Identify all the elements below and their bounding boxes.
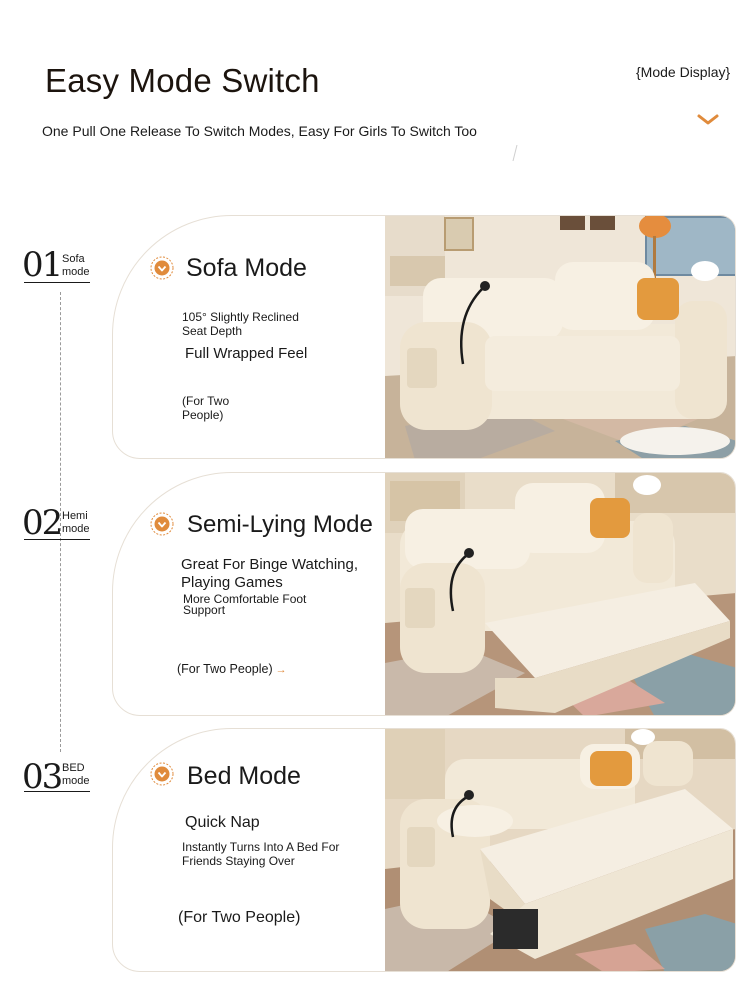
feature-text: Great For Binge Watching, Playing Games [181, 556, 359, 591]
step-underline [24, 539, 90, 540]
step-label-line2: mode [62, 775, 90, 787]
step-label-line2: mode [62, 266, 90, 278]
step-underline [24, 282, 90, 283]
capacity-text: (For Two People) [178, 909, 301, 926]
capacity-label: (For Two People) [177, 662, 273, 676]
heart-badge-icon [150, 256, 174, 280]
step-number: 02 [22, 503, 62, 543]
mode-card-sofa [112, 215, 736, 459]
feature-text: Instantly Turns Into A Bed For Friends Staying Over [182, 840, 340, 868]
bed-mode-photo [385, 729, 736, 972]
mode-title: Sofa Mode [186, 254, 307, 282]
chevron-down-icon[interactable] [697, 113, 719, 127]
heart-badge-icon [150, 512, 174, 536]
step-label [62, 762, 90, 788]
step-label-line1: BED [62, 762, 85, 774]
feature-text: Quick Nap [185, 814, 260, 831]
arrow-right-icon: → [275, 664, 287, 676]
mode-title: Semi-Lying Mode [187, 511, 373, 538]
step-label [62, 510, 90, 536]
feature-text: Full Wrapped Feel [185, 345, 308, 362]
step-label-line1: Sofa [62, 253, 85, 265]
page-subtitle: One Pull One Release To Switch Modes, Easy For Girls To Switch Too [42, 123, 477, 139]
sofa-mode-photo [385, 216, 736, 459]
step-number: 03 [22, 757, 62, 797]
page-title: Easy Mode Switch [45, 62, 320, 99]
step-number: 01 [22, 245, 62, 285]
mode-card-semi-lying [112, 472, 736, 716]
capacity-text [177, 662, 287, 677]
step-label-line2: mode [62, 523, 90, 535]
mode-card-bed [112, 728, 736, 972]
mode-display-label: {Mode Display} [636, 64, 731, 80]
semi-lying-mode-photo [385, 473, 736, 716]
step-underline [24, 791, 90, 792]
step-label-line1: Hemi [62, 510, 88, 522]
step-label [62, 253, 90, 279]
feature-text: 105° Slightly Reclined Seat Depth [182, 310, 299, 338]
capacity-text: (For Two People) [182, 394, 230, 422]
mode-title: Bed Mode [187, 762, 301, 790]
heart-badge-icon [150, 762, 174, 786]
feature-text: More Comfortable Foot Support [183, 592, 307, 617]
divider-mark [512, 145, 518, 161]
